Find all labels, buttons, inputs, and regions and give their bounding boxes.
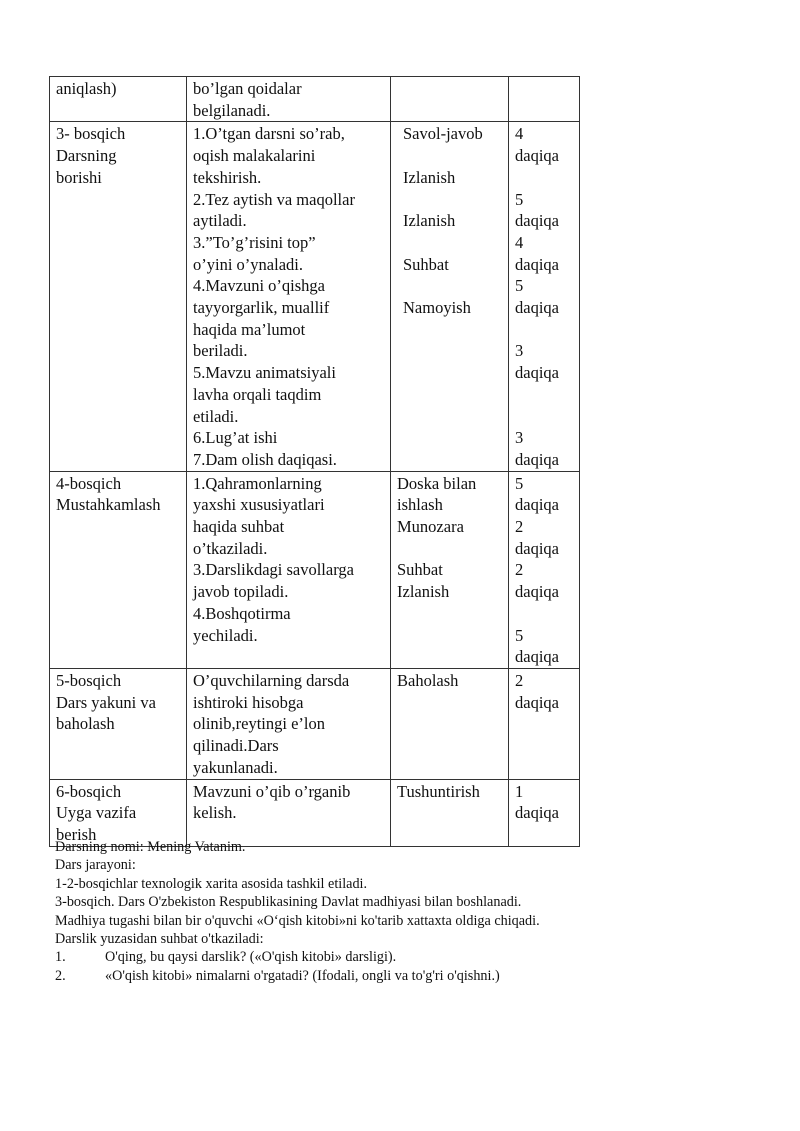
paragraph: 1-2-bosqichlar texnologik xarita asosida tashkil etiladi.: [55, 875, 368, 892]
table-row: [50, 779, 580, 846]
paragraph: Madhiya tugashi bilan bir o'quvchi «O‘qish kitobi»ni ko'tarib xattaxta oldiga chiqadi.: [55, 912, 540, 929]
time-cell: 5 daqiqa 2 daqiqa 2 daqiqa 5 daqiqa: [509, 471, 580, 668]
table-row: [50, 77, 580, 122]
stage-cell: 4-bosqich Mustahkamlash: [50, 471, 187, 668]
list-item: [55, 948, 555, 966]
table-row: [50, 471, 580, 668]
stage-cell: 6-bosqich Uyga vazifa berish: [50, 779, 187, 846]
content-cell: Mavzuni o’qib o’rganib kelish.: [187, 779, 391, 846]
stage-cell: aniqlash): [50, 77, 187, 122]
method-cell: Baholash: [391, 668, 509, 779]
table-row: [50, 668, 580, 779]
content-cell: O’quvchilarning darsda ishtiroki hisobga olinib,reytingi e’lon qilinadi.Dars yakunlanadi.: [187, 668, 391, 779]
list-text: «O'qish kitobi» nimalarni o'rgatadi? (Ifodali, ongli va to'g'ri o'qishni.): [105, 967, 500, 984]
content-cell: 1.O’tgan darsni so’rab, oqish malakalarini tekshirish. 2.Tez aytish va maqollar aytiladi. 3.”To’g’risini top” o’yini o’ynaladi. 4.Mavzuni o’qishga tayyorgarlik, muallif haqida ma’lumot beriladi. 5.Mavzu animatsiyali lavha orqali taqdim etiladi. 6.Lug’at ishi 7.Dam olish daqiqasi.: [187, 122, 391, 471]
content-cell: 1.Qahramonlarning yaxshi xususiyatlari haqida suhbat o’tkaziladi. 3.Darslikdagi savollarga javob topiladi. 4.Boshqotirma yechiladi.: [187, 471, 391, 668]
time-cell: 4 daqiqa 5 daqiqa 4 daqiqa 5 daqiqa 3 daqiqa 3 daqiqa: [509, 122, 580, 471]
method-cell: [391, 77, 509, 122]
time-cell: 2 daqiqa: [509, 668, 580, 779]
paragraph: 3-bosqich. Dars O'zbekiston Respublikasining Davlat madhiyasi bilan boshlanadi.: [55, 894, 522, 911]
list-number: 1.: [55, 949, 66, 966]
lesson-plan-table: [49, 76, 580, 847]
method-cell: Tushuntirish: [391, 779, 509, 846]
method-cell: Savol-javob Izlanish Izlanish Suhbat Namoyish: [391, 122, 509, 471]
paragraph: Darslik yuzasidan suhbat o'tkaziladi:: [55, 931, 264, 948]
lesson-name: Darsning nomi: Mening Vatanim.: [55, 839, 246, 855]
method-cell: Doska bilan ishlash Munozara Suhbat Izlanish: [391, 471, 509, 668]
stage-cell: 5-bosqich Dars yakuni va baholash: [50, 668, 187, 779]
table-row: [50, 122, 580, 471]
content-cell: bo’lgan qoidalar belgilanadi.: [187, 77, 391, 122]
process-heading: Dars jarayoni:: [55, 857, 136, 874]
list-number: 2.: [55, 967, 66, 984]
time-cell: [509, 77, 580, 122]
list-text: O'qing, bu qaysi darslik? («O'qish kitobi» darsligi).: [105, 949, 397, 966]
time-cell: 1 daqiqa: [509, 779, 580, 846]
lesson-description: [55, 838, 555, 985]
stage-cell: 3- bosqich Darsning borishi: [50, 122, 187, 471]
list-item: [55, 967, 555, 985]
